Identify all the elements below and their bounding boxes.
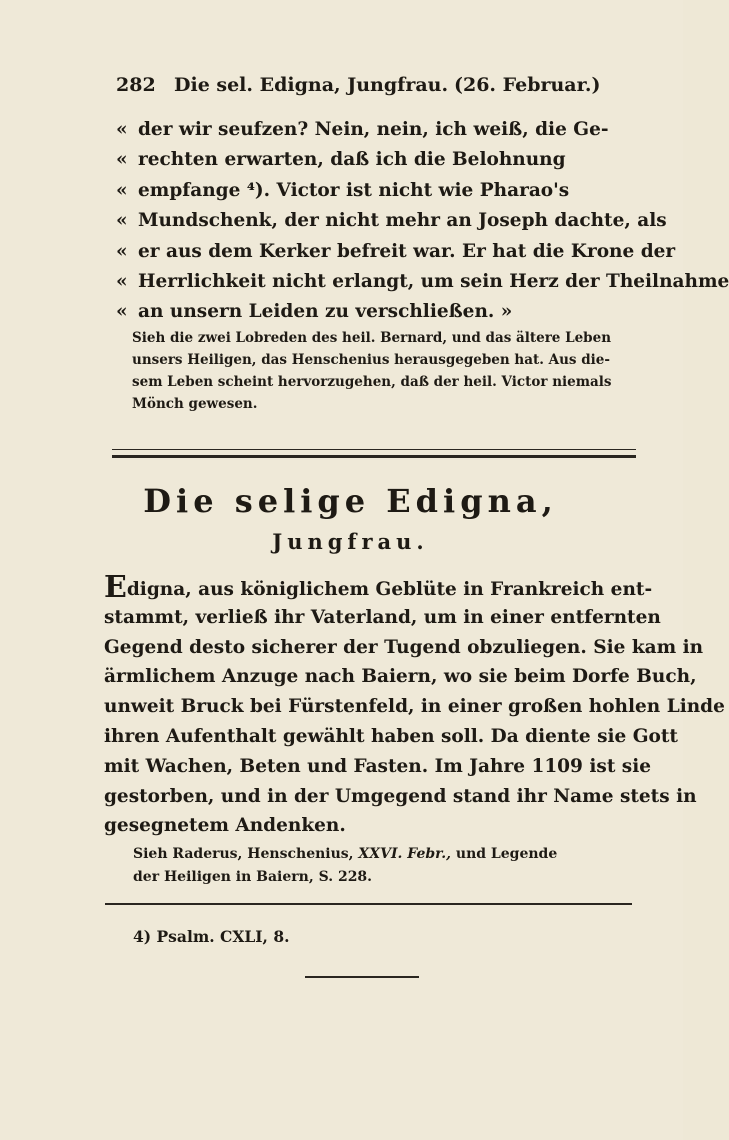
end-rule xyxy=(305,976,419,978)
source-note-victor xyxy=(132,327,632,415)
quote-text: an unsern Leiden zu verschließen. » xyxy=(138,301,513,323)
page-number: 282 xyxy=(116,74,156,96)
quote-mark: « xyxy=(116,179,128,201)
quote-text: er aus dem Kerker befreit war. Er hat die Krone der xyxy=(138,240,676,262)
section-subheading: Jungfrau. xyxy=(272,529,429,554)
quote-mark: « xyxy=(116,270,128,292)
header-date: (26. Februar.) xyxy=(454,74,601,96)
source-note-edigna xyxy=(133,843,633,889)
body-line: unweit Bruck bei Fürstenfeld, in einer großen hohlen Linde xyxy=(104,696,725,718)
quote-mark: « xyxy=(116,119,128,140)
running-title: Die sel. Edigna, Jungfrau. xyxy=(174,74,449,96)
quote-mark: « xyxy=(116,301,128,323)
body-line xyxy=(104,570,653,605)
section-heading: Die selige Edigna, xyxy=(143,482,558,520)
note-line: sem Leben scheint hervorzugehen, daß der heil. Victor niemals xyxy=(132,374,612,390)
note-italic: XXVI. Febr., xyxy=(358,846,452,862)
quote-line xyxy=(116,297,636,327)
quote-text: Mundschenk, der nicht mehr an Joseph dachte, als xyxy=(138,210,667,232)
quote-line xyxy=(116,237,676,267)
footnote-rule xyxy=(105,903,632,905)
drop-capital: E xyxy=(104,570,127,605)
note-text: und Legende xyxy=(455,846,558,862)
body-line: mit Wachen, Beten und Fasten. Im Jahre 1109 ist sie xyxy=(104,755,652,777)
note-line xyxy=(133,843,633,866)
quote-text: empfange ⁴). Victor ist nicht wie Pharao's xyxy=(138,179,570,201)
body-paragraph xyxy=(104,570,725,841)
note-line: Sieh die zwei Lobreden des heil. Bernard, und das ältere Leben xyxy=(132,330,612,346)
quote-mark: « xyxy=(116,240,128,262)
body-line: gesegnetem Andenken. xyxy=(104,815,346,837)
body-line: ärmlichem Anzuge nach Baiern, wo sie beim Dorfe Buch, xyxy=(104,666,697,688)
quote-line xyxy=(116,145,636,175)
quote-line xyxy=(116,267,729,297)
body-line: stammt, verließ ihr Vaterland, um in einer entfernten xyxy=(104,606,661,628)
quote-line xyxy=(116,206,667,236)
body-line: gestorben, und in der Umgegend stand ihr Name stets in xyxy=(104,785,697,807)
quote-line xyxy=(116,115,636,145)
running-header xyxy=(116,74,601,100)
note-line: Mönch gewesen. xyxy=(132,396,258,412)
section-divider xyxy=(112,449,636,458)
body-line: Gegend desto sicherer der Tugend obzuliegen. Sie kam in xyxy=(104,636,704,658)
note-line: unsers Heiligen, das Henschenius herausgegeben hat. Aus die- xyxy=(132,352,610,368)
quote-mark: « xyxy=(116,210,128,232)
quotation-block xyxy=(116,115,729,328)
footnote: 4) Psalm. CXLI, 8. xyxy=(133,927,290,946)
note-line: der Heiligen in Baiern, S. 228. xyxy=(133,869,373,885)
quote-text: der wir seufzen? Nein, nein, ich weiß, die Ge- xyxy=(138,119,609,140)
quote-text: rechten erwarten, daß ich die Belohnung xyxy=(138,149,566,171)
body-line: ihren Aufenthalt gewählt haben soll. Da diente sie Gott xyxy=(104,725,678,747)
quote-line xyxy=(116,176,636,206)
quote-text: Herrlichkeit nicht erlangt, um sein Herz der Theilnahme xyxy=(138,270,729,292)
quote-mark: « xyxy=(116,149,128,171)
body-line-text: digna, aus königlichem Geblüte in Frankreich ent- xyxy=(126,579,653,600)
note-text: Sieh Raderus, Henschenius, xyxy=(133,846,354,862)
